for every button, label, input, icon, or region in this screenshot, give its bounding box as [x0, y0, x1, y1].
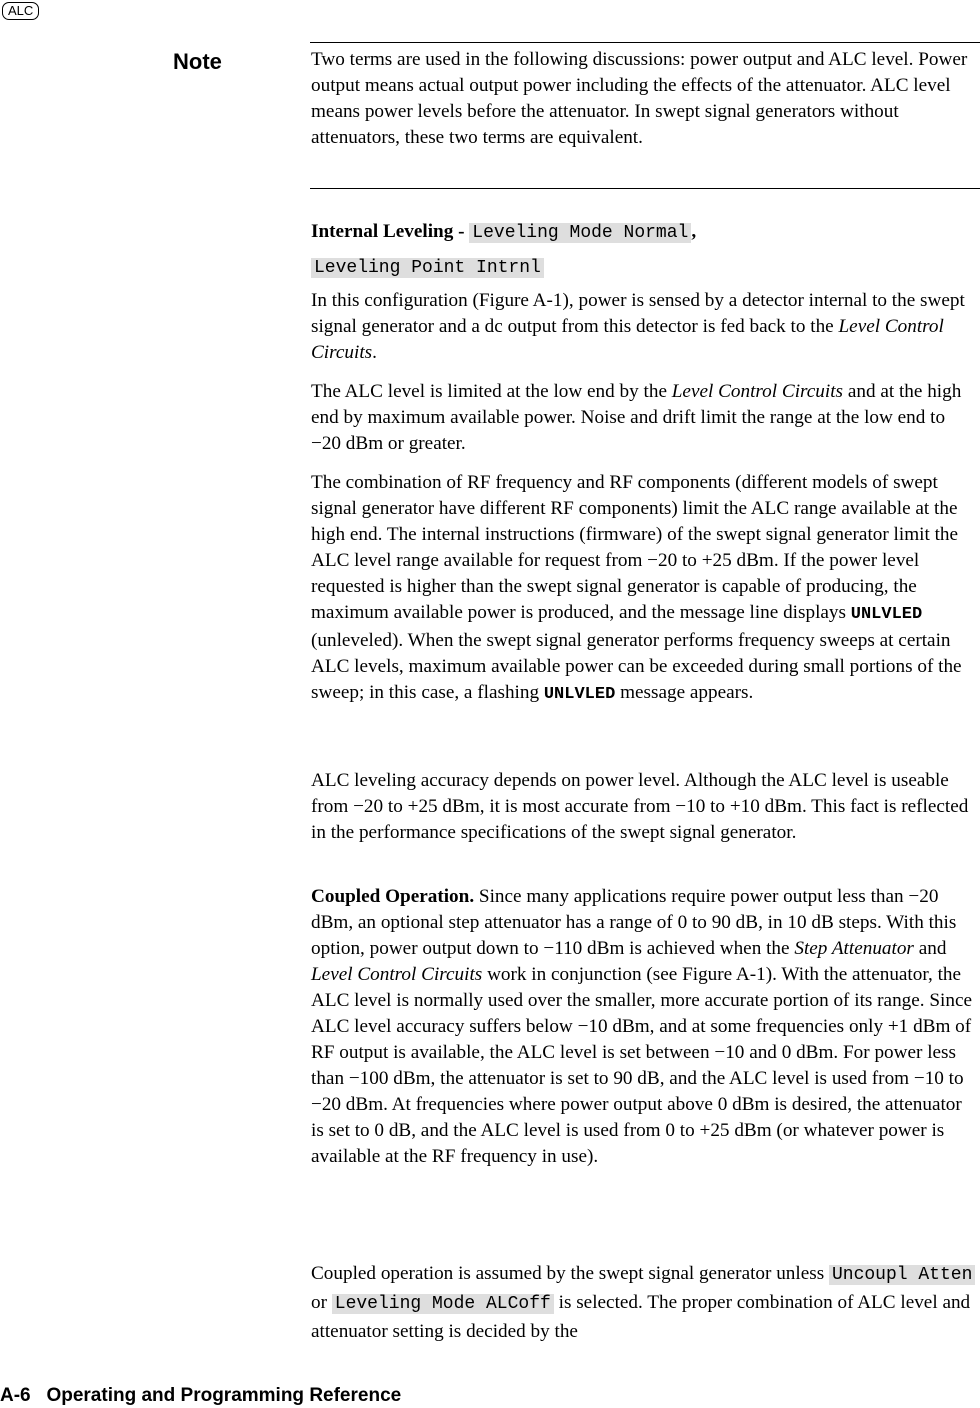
softkey-leveling-mode-alcoff[interactable]: Leveling Mode ALCoff: [332, 1294, 554, 1314]
heading-separator: ,: [691, 221, 697, 242]
section-heading: [311, 215, 979, 285]
paragraph-4: ALC leveling accuracy depends on power level. Although the ALC level is useable from −20 to +25 dBm, it is most accurate from −10 to +10 dBm. This fact is reflected in the performance specifications of the swept signal generator.: [311, 770, 969, 843]
page-footer: A-6 Operating and Programming Reference: [0, 1385, 402, 1406]
softkey-leveling-point-intrnl[interactable]: Leveling Point Intrnl: [311, 258, 544, 278]
note-text: Two terms are used in the following discussions: power output and ALC level. Power output means actual output power including the effects of the attenuator. ALC level means power levels before the attenuator. In swept signal generators without attenuators, these two terms are equivalent.: [311, 49, 968, 148]
note-top-rule: [310, 42, 980, 43]
level-control-circuits-term: Level Control Circuits: [311, 964, 483, 985]
paragraph-3: The combination of RF frequency and RF components (different models of swept signal generator have different RF components) limit the ALC range available at the high end. The internal instructions (firmware) of the swept signal generator limit the ALC level range available for request from −20 to +25 dBm. If the power level requested is higher than the swept signal generator is capable of producing, the maximum available power is produced, and the message line displays UNLVLED (unleveled). When the swept signal generator performs frequency sweeps at certain ALC levels, maximum available power can be exceeded during small portions of the sweep; in this case, a flashing UNLVLED message appears.: [311, 472, 962, 704]
paragraph-2: The ALC level is limited at the low end by the Level Control Circuits and at the high end by maximum available power. Noise and drift limit the range at the low end to −20 dBm or greater.: [311, 381, 962, 454]
level-control-circuits-term: Level Control Circuits: [671, 381, 844, 402]
softkey-leveling-mode-normal[interactable]: Leveling Mode Normal: [469, 223, 691, 243]
level-control-circuits-term: Level Control Circuits: [311, 316, 944, 363]
paragraph-1: In this configuration (Figure A-1), power is sensed by a detector internal to the swept signal generator and a dc output from this detector is fed back to the Level Control Circuits.: [311, 290, 965, 363]
coupled-operation-heading: Coupled Operation.: [311, 886, 475, 907]
paragraph-5: Coupled Operation. Since many applications require power output less than −20 dBm, an optional step attenuator has a range of 0 to 90 dB, in 10 dB steps. With this option, power output down to −110 dBm is achieved when the Step Attenuator and Level Control Circuits work in conjunction (see Figure A-1). With the attenuator, the ALC level is normally used over the smaller, more accurate portion of its range. Since ALC level accuracy suffers below −10 dBm, and at some frequencies only +1 dBm of RF output is available, the ALC level is set between −10 and 0 dBm. For power less than −100 dBm, the attenuator is set to 90 dB, and the ALC level is used from −10 to −20 dBm. At frequencies where power output above 0 dBm is desired, the attenuator is set to 0 dB, and the ALC level is used from 0 to +25 dBm (or whatever power is available at the RF frequency in use).: [311, 886, 972, 1167]
unlvled-message: UNLVLED: [850, 605, 923, 624]
note-label: Note: [173, 49, 222, 74]
alc-key-tag: ALC: [2, 2, 39, 20]
note-box: [311, 47, 979, 151]
heading-title: Internal Leveling -: [311, 221, 470, 242]
softkey-uncoupl-atten[interactable]: Uncoupl Atten: [829, 1265, 975, 1285]
step-attenuator-term: Step Attenuator: [794, 938, 914, 959]
paragraph-6: Coupled operation is assumed by the swept signal generator unless Uncoupl Atten or Leveling Mode ALCoff is selected. The proper combination of ALC level and attenuator setting is decided by the: [311, 1260, 979, 1345]
unlvled-message: UNLVLED: [543, 685, 616, 704]
note-bottom-rule: [310, 188, 980, 189]
